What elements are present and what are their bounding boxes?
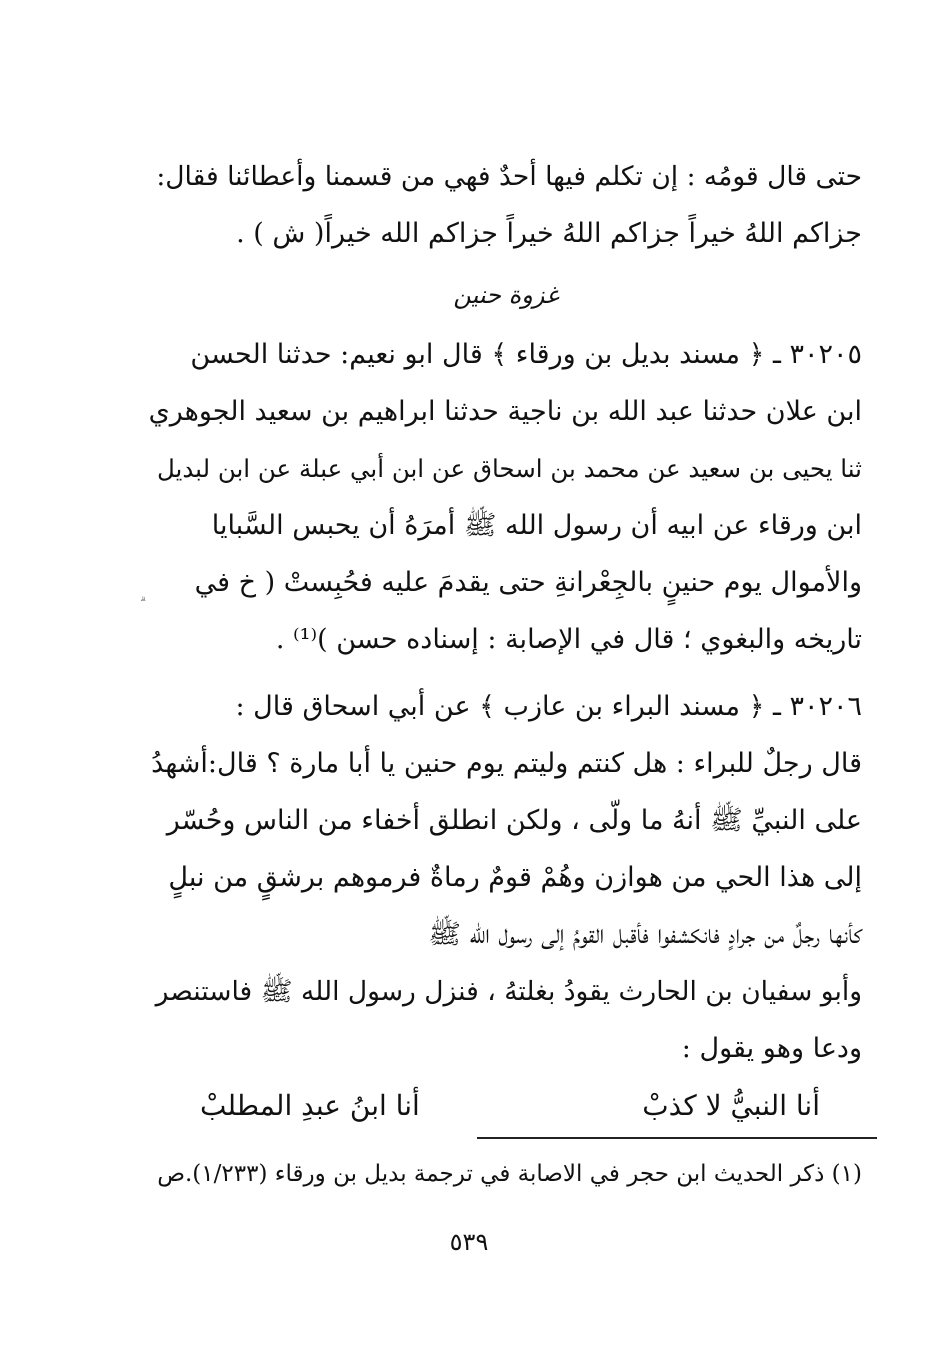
text-line: تاريخه والبغوي ؛ قال في الإصابة : إسناده حسن )⁽¹⁾ . — [275, 624, 862, 655]
footnote-divider — [477, 1137, 877, 1139]
text-line: والأموال يوم حنينٍ بالجِعْرانةِ حتى يقدمَ عليه فحُبِستْ ( خ في — [194, 567, 862, 598]
text-line: ودعا وهو يقول : — [681, 1033, 862, 1064]
text-line: وأبو سفيان بن الحارث يقودُ بغلتهُ ، فنزل رسول الله ﷺ فاستنصر — [155, 976, 862, 1007]
footnote: (١) ذكر الحديث ابن حجر في الاصابة في ترجمة بديل بن ورقاء (١/٢٣٣).ص — [157, 1161, 862, 1187]
text-line: إلى هذا الحي من هوازن وهُمْ قومٌ رماةٌ فرموهم برشقٍ من نبلٍ — [168, 862, 862, 893]
text-line: ابن علان حدثنا عبد الله بن ناجية حدثنا ابراهيم بن سعيد الجوهري — [148, 396, 862, 427]
text-line: قال رجلٌ للبراء : هل كنتم وليتم يوم حنين يا أبا مارة ؟ قال:أشهدُ — [151, 748, 862, 779]
hadith-30205-paragraph — [150, 326, 862, 668]
verse-hemistich-second: أنا ابنُ عبدِ المطلبْ — [200, 1089, 420, 1122]
text-line: جزاكم اللهُ خيراً جزاكم اللهُ خيراً جزاكم الله خيراً( ش ) . — [236, 218, 862, 249]
page-number: ٥٣٩ — [449, 1228, 489, 1256]
text-line: حتى قال قومُه : إن تكلم فيها أحدٌ فهي من قسمنا وأعطائنا فقال: — [156, 161, 862, 192]
poetry-verse — [200, 1078, 820, 1134]
text-line: ثنا يحيى بن سعيد عن محمد بن اسحاق عن ابن أبي عبلة عن ابن لبديل — [156, 454, 862, 483]
text-line: كأنها رجلٌ من جرادٍ فانكشفوا فأقبل القومُ إلى رسول الله ﷺ — [428, 919, 862, 950]
intro-paragraph — [150, 148, 862, 262]
text-line: على النبيِّ ﷺ أنهُ ما ولّى ، ولكن انطلق أخفاء من الناس وحُسّر — [166, 805, 862, 836]
section-heading: غزوة حنين — [453, 281, 559, 309]
text-line: ابن ورقاء عن ابيه أن رسول الله ﷺ أمرَهُ أن يحبس السَّبايا — [211, 510, 862, 541]
margin-mark — [140, 598, 162, 612]
verse-hemistich-first: أنا النبيُّ لا كذبْ — [642, 1089, 820, 1122]
hadith-30206-paragraph — [150, 678, 862, 1077]
text-line: ٣٠٢٠٥ ـ ﴿ مسند بديل بن ورقاء ﴾ قال ابو نعيم: حدثنا الحسن — [190, 339, 862, 370]
text-line: ٣٠٢٠٦ ـ ﴿ مسند البراء بن عازب ﴾ عن أبي اسحاق قال : — [235, 691, 862, 722]
